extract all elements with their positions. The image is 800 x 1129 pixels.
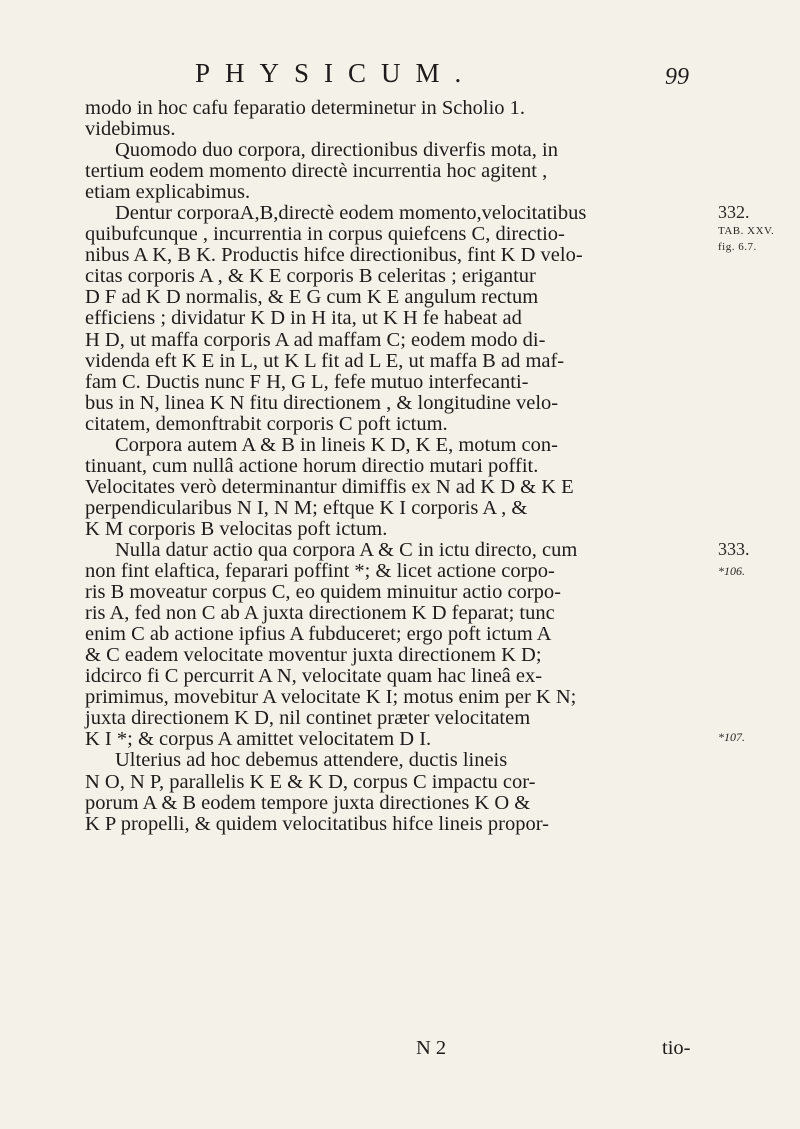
text-line: tinuant, cum nullâ actione horum directio mutari poffit.	[85, 454, 539, 477]
text-line: etiam explicabimus.	[85, 181, 251, 204]
text-line: bus in N, linea K N fitu directionem , & longitudine velo-	[85, 391, 559, 414]
text-line: Velocitates verò determinantur dimiffis ex N ad K D & K E	[85, 475, 574, 498]
text-line: Nulla datur actio qua corpora A & C in ictu directo, cum	[115, 538, 578, 561]
text-line: Corpora autem A & B in lineis K D, K E, motum con-	[115, 433, 558, 456]
text-line: videnda eft K E in L, ut K L fit ad L E, ut maffa B ad maf-	[85, 349, 565, 372]
section-number: 332.	[718, 202, 750, 222]
text-line: primimus, movebitur A velocitate K I; motus enim per K N;	[85, 686, 577, 709]
text-line: & C eadem velocitate moventur juxta directionem K D;	[85, 644, 542, 667]
text-line: porum A & B eodem tempore juxta directiones K O &	[85, 791, 531, 814]
footnote-reference: *106.	[718, 564, 745, 578]
text-line: H D, ut maffa corporis A ad maffam C; eodem modo di-	[85, 328, 546, 351]
text-line: efficiens ; dividatur K D in H ita, ut K H fe habeat ad	[85, 307, 522, 330]
text-line: fam C. Ductis nunc F H, G L, fefe mutuo interfecanti-	[85, 370, 529, 393]
running-head	[165, 58, 689, 98]
text-line: D F ad K D normalis, & E G cum K E angulum rectum	[85, 286, 539, 309]
text-line: perpendicularibus N I, N M; eftque K I corporis A , &	[85, 496, 528, 519]
text-line: videbimus.	[85, 118, 176, 141]
text-line: tertium eodem momento directè incurrentia hoc agitent ,	[85, 160, 548, 183]
text-line: Dentur corporaA,B,directè eodem momento,velocitatibus	[115, 202, 587, 225]
text-line: juxta directionem K D, nil continet præter velocitatem	[85, 707, 531, 730]
text-line: ris B moveatur corpus C, eo quidem minuitur actio corpo-	[85, 581, 561, 604]
plate-reference: TAB. XXV.	[718, 225, 775, 237]
text-line: Quomodo duo corpora, directionibus diverfis mota, in	[115, 139, 558, 162]
text-line: quibufcunque , incurrentia in corpus quiefcens C, directio-	[85, 223, 565, 246]
page-number: 99	[665, 64, 689, 90]
text-line: nibus A K, B K. Productis hifce directionibus, fint K D velo-	[85, 244, 583, 267]
running-title: PHYSICUM.	[195, 58, 477, 88]
body-text	[85, 98, 720, 835]
section-number: 333.	[718, 539, 750, 559]
figure-reference: fig. 6.7.	[718, 241, 757, 253]
footnote-reference: *107.	[718, 730, 745, 744]
text-line: Ulterius ad hoc debemus attendere, ductis lineis	[115, 749, 508, 772]
text-line: N O, N P, parallelis K E & K D, corpus C impactu cor-	[85, 770, 536, 793]
signature-mark: N 2	[416, 1037, 447, 1059]
catchword: tio-	[662, 1037, 691, 1059]
text-line: citas corporis A , & K E corporis B celeritas ; erigantur	[85, 265, 536, 288]
text-line: K P propelli, & quidem velocitatibus hifce lineis propor-	[85, 812, 549, 835]
text-line: K M corporis B velocitas poft ictum.	[85, 517, 388, 540]
text-line: modo in hoc cafu feparatio determinetur in Scholio 1.	[85, 97, 526, 119]
text-line: ris A, fed non C ab A juxta directionem K D feparat; tunc	[85, 602, 555, 625]
text-line: citatem, demonftrabit corporis C poft ictum.	[85, 412, 448, 435]
text-line: enim C ab actione ipfius A fubduceret; ergo poft ictum A	[85, 623, 552, 646]
text-line: idcirco fi C percurrit A N, velocitate quam hac lineâ ex-	[85, 665, 543, 688]
text-line: non fint elaftica, feparari poffint *; & licet actione corpo-	[85, 560, 555, 583]
text-line: K I *; & corpus A amittet velocitatem D I.	[85, 728, 432, 751]
